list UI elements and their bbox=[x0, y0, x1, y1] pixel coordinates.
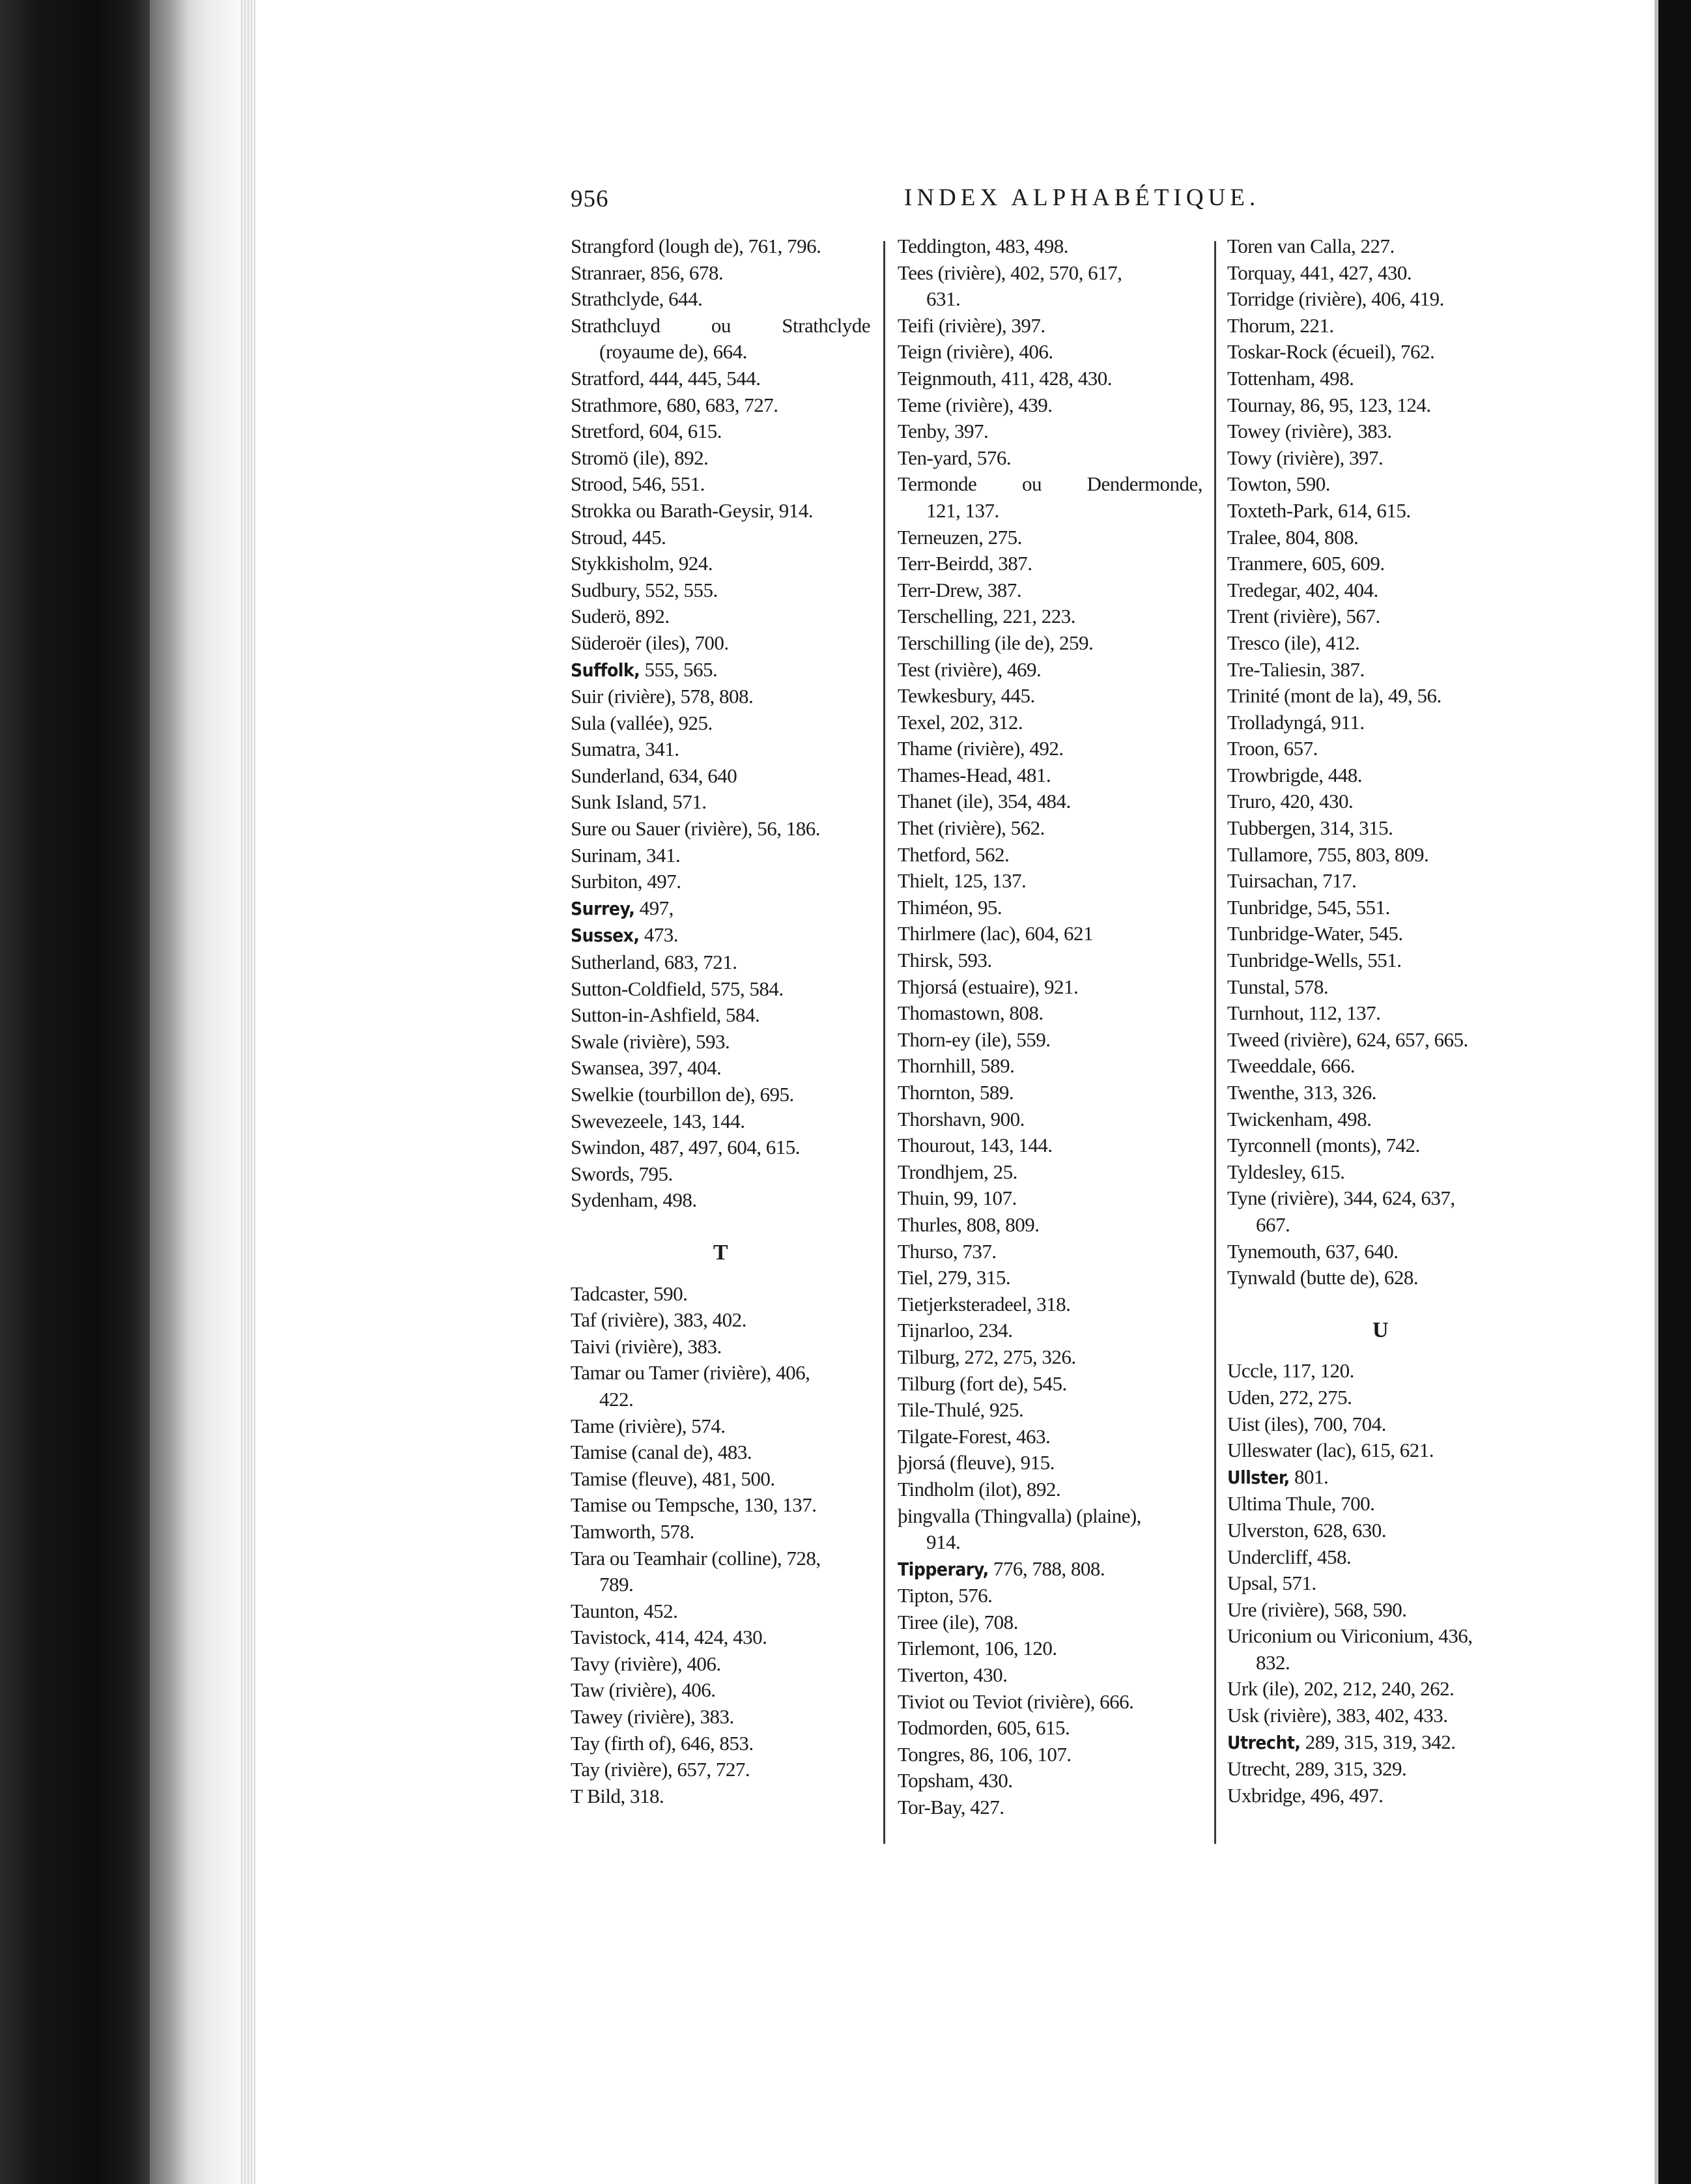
index-entry: Trondhjem, 25. bbox=[898, 1160, 1017, 1183]
index-entry: Towey (rivière), 383. bbox=[1227, 420, 1392, 443]
index-entry-word: Dendermonde, bbox=[1087, 472, 1202, 496]
index-entry: Texel, 202, 312. bbox=[898, 710, 1023, 734]
index-entry: Tunbridge, 545, 551. bbox=[1227, 895, 1390, 919]
index-entry: Thomastown, 808. bbox=[898, 1001, 1044, 1025]
index-entry: Uccle, 117, 120. bbox=[1227, 1359, 1354, 1383]
index-entry-pages: 497, bbox=[634, 896, 674, 919]
index-entry: Thames-Head, 481. bbox=[898, 763, 1051, 786]
index-entry: Sunderland, 634, 640 bbox=[571, 764, 737, 787]
index-entry: Uriconium ou Viriconium, 436, bbox=[1227, 1624, 1473, 1648]
index-entry: Tweeddale, 666. bbox=[1227, 1054, 1356, 1078]
index-entry-bold-term: Sussex, bbox=[571, 925, 640, 947]
index-entry: Thorn-ey (ile), 559. bbox=[898, 1027, 1051, 1051]
index-entry: Thjorsá (estuaire), 921. bbox=[898, 975, 1079, 998]
index-entry: Tunbridge-Water, 545. bbox=[1227, 922, 1403, 945]
index-entry: Swindon, 487, 497, 604, 615. bbox=[571, 1136, 800, 1159]
index-entry: Taunton, 452. bbox=[571, 1599, 678, 1622]
index-entry: Thorum, 221. bbox=[1227, 313, 1334, 337]
index-entry bbox=[898, 471, 1202, 498]
index-entry: Tavistock, 414, 424, 430. bbox=[571, 1626, 767, 1649]
index-entry: Topsham, 430. bbox=[898, 1769, 1013, 1792]
index-entry-pages: 801. bbox=[1289, 1465, 1329, 1488]
index-entry: Sula (vallée), 925. bbox=[571, 711, 713, 734]
index-entry: Utrecht, 289, 315, 329. bbox=[1227, 1757, 1407, 1781]
index-entry: Stratford, 444, 445, 544. bbox=[571, 366, 761, 390]
index-entry: Stroud, 445. bbox=[571, 525, 666, 549]
index-entry: Thame (rivière), 492. bbox=[898, 737, 1064, 760]
index-entry: Sutton-in-Ashfield, 584. bbox=[571, 1003, 760, 1027]
page-number: 956 bbox=[571, 186, 609, 212]
index-entry: Tile-Thulé, 925. bbox=[898, 1398, 1024, 1422]
index-entry: Towy (rivière), 397. bbox=[1227, 446, 1384, 469]
index-entry: Sydenham, 498. bbox=[571, 1188, 697, 1212]
index-entry: Strangford (lough de), 761, 796. bbox=[571, 235, 821, 257]
index-entry: Thirlmere (lac), 604, 621 bbox=[898, 922, 1093, 945]
index-entry: Tiel, 279, 315. bbox=[898, 1266, 1011, 1289]
index-entry: Taivi (rivière), 383. bbox=[571, 1334, 722, 1358]
index-entry-continuation: 422. bbox=[599, 1387, 634, 1411]
index-entry: Ulverston, 628, 630. bbox=[1227, 1518, 1387, 1542]
index-entry: Tralee, 804, 808. bbox=[1227, 525, 1359, 549]
index-entry: Swelkie (tourbillon de), 695. bbox=[571, 1083, 794, 1106]
index-entry: Tuirsachan, 717. bbox=[1227, 869, 1357, 893]
index-entry: Taw (rivière), 406. bbox=[571, 1678, 716, 1702]
index-entry: Toxteth-Park, 614, 615. bbox=[1227, 498, 1411, 522]
index-entry: Tunstal, 578. bbox=[1227, 975, 1329, 998]
index-entry-bold-term: Suffolk, bbox=[571, 659, 640, 681]
index-entry: Tamise ou Tempsche, 130, 137. bbox=[571, 1493, 817, 1517]
index-entry-continuation: 121, 137. bbox=[926, 498, 999, 522]
page-stack-edges bbox=[241, 0, 255, 2184]
index-entry: Suderö, 892. bbox=[571, 605, 670, 628]
index-entry: Truro, 420, 430. bbox=[1227, 790, 1354, 813]
index-entry: Tay (rivière), 657, 727. bbox=[571, 1758, 750, 1781]
index-entry: Thielt, 125, 137. bbox=[898, 869, 1027, 893]
index-entry: Toren van Calla, 227. bbox=[1227, 235, 1395, 257]
index-entry: Uden, 272, 275. bbox=[1227, 1385, 1352, 1409]
index-entry: Swansea, 397, 404. bbox=[571, 1056, 722, 1080]
index-entry: Strathmore, 680, 683, 727. bbox=[571, 393, 778, 416]
index-entry: Strathclyde, 644. bbox=[571, 287, 703, 311]
index-entry: Tara ou Teamhair (colline), 728, bbox=[571, 1546, 821, 1570]
index-entry: Tadcaster, 590. bbox=[571, 1282, 688, 1305]
index-entry: Sudbury, 552, 555. bbox=[571, 578, 718, 601]
index-entry: T Bild, 318. bbox=[571, 1784, 664, 1807]
index-entry: Usk (rivière), 383, 402, 433. bbox=[1227, 1704, 1448, 1727]
index-entry: Tilburg (fort de), 545. bbox=[898, 1372, 1067, 1395]
index-entry: Tullamore, 755, 803, 809. bbox=[1227, 842, 1429, 866]
index-entry: Thet (rivière), 562. bbox=[898, 816, 1045, 840]
index-entry: Strokka ou Barath-Geysir, 914. bbox=[571, 498, 814, 522]
index-entry: Terschelling, 221, 223. bbox=[898, 605, 1076, 628]
index-entry: Stromö (ile), 892. bbox=[571, 446, 709, 469]
index-entry: Terschilling (ile de), 259. bbox=[898, 631, 1094, 654]
index-entry: Teme (rivière), 439. bbox=[898, 393, 1053, 416]
index-entry: Thirsk, 593. bbox=[898, 949, 992, 972]
index-entry: Sutherland, 683, 721. bbox=[571, 951, 737, 974]
section-letter: T bbox=[713, 1240, 728, 1265]
index-entry: Tenby, 397. bbox=[898, 420, 989, 443]
index-entry: Upsal, 571. bbox=[1227, 1572, 1316, 1595]
index-entry: Twickenham, 498. bbox=[1227, 1107, 1372, 1130]
index-entry: Suir (rivière), 578, 808. bbox=[571, 685, 754, 708]
index-entry-continuation: 914. bbox=[926, 1530, 961, 1554]
index-entry: Thornton, 589. bbox=[898, 1081, 1014, 1104]
index-entry: Stretford, 604, 615. bbox=[571, 420, 722, 443]
section-letter: U bbox=[1372, 1317, 1389, 1342]
index-entry bbox=[1227, 1729, 1533, 1757]
running-head: INDEX ALPHABÉTIQUE. bbox=[904, 184, 1260, 211]
index-entry: Strood, 546, 551. bbox=[571, 472, 705, 496]
index-entry: Sunk Island, 571. bbox=[571, 790, 707, 814]
index-column-3 bbox=[1227, 233, 1533, 1809]
index-entry: Sutton-Coldfield, 575, 584. bbox=[571, 977, 784, 1000]
index-entry: Teifi (rivière), 397. bbox=[898, 313, 1045, 337]
index-entry: Terneuzen, 275. bbox=[898, 525, 1022, 549]
index-entry: Thurles, 808, 809. bbox=[898, 1213, 1040, 1236]
index-entry bbox=[571, 922, 870, 949]
index-entry: Terr-Beirdd, 387. bbox=[898, 552, 1032, 575]
index-entry-pages: 555, 565. bbox=[640, 657, 718, 681]
index-entry-pages: 473. bbox=[639, 923, 678, 947]
index-entry: Tyldesley, 615. bbox=[1227, 1160, 1345, 1183]
index-entry-word: Termonde bbox=[898, 472, 977, 496]
index-entry: Thanet (ile), 354, 484. bbox=[898, 790, 1071, 813]
index-entry: Thorshavn, 900. bbox=[898, 1107, 1025, 1130]
index-entry: Ure (rivière), 568, 590. bbox=[1227, 1598, 1407, 1621]
index-entry: Terr-Drew, 387. bbox=[898, 578, 1021, 601]
index-entry: Ten-yard, 576. bbox=[898, 446, 1012, 469]
index-entry: Tewkesbury, 445. bbox=[898, 684, 1035, 708]
index-entry: Tiree (ile), 708. bbox=[898, 1610, 1018, 1633]
index-entry: Sumatra, 341. bbox=[571, 738, 679, 761]
index-entry: Tawey (rivière), 383. bbox=[571, 1705, 734, 1729]
index-entry-pages: 776, 788, 808. bbox=[988, 1557, 1105, 1580]
index-entry: Tavy (rivière), 406. bbox=[571, 1652, 721, 1675]
index-entry bbox=[1227, 1464, 1533, 1491]
index-entry: Toskar-Rock (écueil), 762. bbox=[1227, 340, 1435, 364]
index-column-1 bbox=[571, 233, 870, 1809]
index-entry: Tournay, 86, 95, 123, 124. bbox=[1227, 393, 1431, 416]
index-entry: Thuin, 99, 107. bbox=[898, 1186, 1017, 1210]
index-entry: Sure ou Sauer (rivière), 56, 186. bbox=[571, 817, 820, 841]
index-entry: Uxbridge, 496, 497. bbox=[1227, 1783, 1384, 1807]
index-entry: Tietjerksteradeel, 318. bbox=[898, 1292, 1071, 1315]
index-column-2 bbox=[898, 233, 1202, 1821]
index-entry: Tamar ou Tamer (rivière), 406, bbox=[571, 1361, 810, 1385]
index-entry: Tranmere, 605, 609. bbox=[1227, 552, 1385, 575]
index-entry: Thurso, 737. bbox=[898, 1239, 997, 1263]
index-entry: Trowbrigde, 448. bbox=[1227, 763, 1363, 786]
index-entry: Tynwald (butte de), 628. bbox=[1227, 1266, 1419, 1289]
index-entry-bold-term: Surrey, bbox=[571, 897, 635, 919]
index-entry: Thornhill, 589. bbox=[898, 1054, 1015, 1078]
index-entry: Tirlemont, 106, 120. bbox=[898, 1637, 1057, 1660]
index-entry: Swale (rivière), 593. bbox=[571, 1029, 730, 1053]
index-entry: Tor-Bay, 427. bbox=[898, 1796, 1004, 1819]
column-rule-left bbox=[883, 241, 885, 1844]
index-entry: Undercliff, 458. bbox=[1227, 1545, 1352, 1568]
index-entry-word: ou bbox=[711, 313, 731, 337]
index-entry: Tilburg, 272, 275, 326. bbox=[898, 1345, 1076, 1368]
index-entry: Trinité (mont de la), 49, 56. bbox=[1227, 684, 1442, 708]
index-entry: Ulleswater (lac), 615, 621. bbox=[1227, 1439, 1434, 1462]
index-entry-continuation: (royaume de), 664. bbox=[599, 340, 747, 364]
index-entry: Tiverton, 430. bbox=[898, 1663, 1008, 1687]
scan-binding-shadow bbox=[150, 0, 254, 2184]
index-entry: Tees (rivière), 402, 570, 617, bbox=[898, 261, 1122, 284]
index-entry: Tottenham, 498. bbox=[1227, 366, 1354, 390]
index-entry: Twenthe, 313, 326. bbox=[1227, 1081, 1377, 1104]
index-entry: Thetford, 562. bbox=[898, 842, 1010, 866]
column-rule-right bbox=[1214, 241, 1216, 1844]
index-entry: Uist (iles), 700, 704. bbox=[1227, 1412, 1386, 1435]
index-entry: þjorsá (fleuve), 915. bbox=[898, 1451, 1055, 1474]
index-entry: Tyrconnell (monts), 742. bbox=[1227, 1134, 1420, 1157]
index-entry: Tamise (fleuve), 481, 500. bbox=[571, 1467, 775, 1490]
index-entry-continuation: 789. bbox=[599, 1573, 634, 1596]
scan-edge-right bbox=[1658, 0, 1691, 2184]
index-entry-continuation: 667. bbox=[1256, 1213, 1290, 1236]
index-entry: Tijnarloo, 234. bbox=[898, 1319, 1013, 1342]
index-entry: Tyne (rivière), 344, 624, 637, bbox=[1227, 1186, 1455, 1210]
index-entry: Tilgate-Forest, 463. bbox=[898, 1424, 1051, 1448]
index-entry: Surbiton, 497. bbox=[571, 870, 681, 893]
index-entry: Torquay, 441, 427, 430. bbox=[1227, 261, 1412, 284]
index-entry-word: Strathcluyd bbox=[571, 313, 661, 337]
index-entry: Torridge (rivière), 406, 419. bbox=[1227, 287, 1444, 311]
index-entry: Tame (rivière), 574. bbox=[571, 1414, 726, 1437]
index-entry: Surinam, 341. bbox=[571, 843, 681, 867]
index-entry: Tynemouth, 637, 640. bbox=[1227, 1239, 1399, 1263]
index-entry-word: Strathclyde bbox=[782, 313, 870, 337]
index-entry: Tweed (rivière), 624, 657, 665. bbox=[1227, 1027, 1468, 1051]
index-entry: Ultima Thule, 700. bbox=[1227, 1492, 1375, 1516]
index-entry: Taf (rivière), 383, 402. bbox=[571, 1308, 746, 1332]
index-entry: Swords, 795. bbox=[571, 1162, 673, 1185]
index-entry: Towton, 590. bbox=[1227, 472, 1331, 496]
index-entry: Swevezeele, 143, 144. bbox=[571, 1109, 745, 1132]
index-entry: Tredegar, 402, 404. bbox=[1227, 578, 1378, 601]
scan-edge-left bbox=[0, 0, 150, 2184]
index-entry: Tipton, 576. bbox=[898, 1584, 993, 1607]
index-entry-continuation: 832. bbox=[1256, 1650, 1290, 1674]
index-entry: Tay (firth of), 646, 853. bbox=[571, 1731, 754, 1755]
index-entry: Stykkisholm, 924. bbox=[571, 552, 713, 575]
index-entry: Trolladyngá, 911. bbox=[1227, 710, 1365, 734]
index-entry: Tiviot ou Teviot (rivière), 666. bbox=[898, 1689, 1134, 1713]
index-entry-word: ou bbox=[1021, 472, 1042, 496]
index-entry: Thourout, 143, 144. bbox=[898, 1134, 1053, 1157]
index-entry bbox=[571, 657, 870, 684]
index-entry: Süderoër (iles), 700. bbox=[571, 631, 729, 654]
index-entry-bold-term: Utrecht, bbox=[1227, 1731, 1301, 1753]
index-entry: Tamise (canal de), 483. bbox=[571, 1441, 752, 1464]
index-entry bbox=[571, 895, 870, 923]
index-entry-pages: 289, 315, 319, 342. bbox=[1300, 1730, 1456, 1753]
index-entry-bold-term: Tipperary, bbox=[898, 1558, 989, 1580]
index-entry: Todmorden, 605, 615. bbox=[898, 1716, 1070, 1740]
index-entry: Tamworth, 578. bbox=[571, 1519, 694, 1543]
index-entry: Thiméon, 95. bbox=[898, 895, 1002, 919]
index-entry: Troon, 657. bbox=[1227, 737, 1318, 760]
index-entry: Tre-Taliesin, 387. bbox=[1227, 657, 1365, 681]
index-entry bbox=[898, 1556, 1202, 1583]
index-entry: Tongres, 86, 106, 107. bbox=[898, 1742, 1072, 1766]
index-entry: Trent (rivière), 567. bbox=[1227, 605, 1380, 628]
index-entry: Tubbergen, 314, 315. bbox=[1227, 816, 1393, 840]
index-entry: Turnhout, 112, 137. bbox=[1227, 1001, 1381, 1025]
index-entry: þingvalla (Thingvalla) (plaine), bbox=[898, 1504, 1141, 1527]
index-entry: Teignmouth, 411, 428, 430. bbox=[898, 366, 1112, 390]
index-entry: Teddington, 483, 498. bbox=[898, 235, 1069, 257]
index-entry-continuation: 631. bbox=[926, 287, 961, 311]
index-entry: Test (rivière), 469. bbox=[898, 657, 1042, 681]
index-entry: Stranraer, 856, 678. bbox=[571, 261, 724, 284]
index-entry bbox=[571, 313, 870, 339]
index-entry: Tindholm (ilot), 892. bbox=[898, 1477, 1061, 1501]
index-entry: Urk (ile), 202, 212, 240, 262. bbox=[1227, 1677, 1455, 1701]
index-entry: Tresco (ile), 412. bbox=[1227, 631, 1360, 654]
index-entry: Teign (rivière), 406. bbox=[898, 340, 1053, 364]
index-entry-bold-term: Ullster, bbox=[1227, 1466, 1290, 1488]
index-entry: Tunbridge-Wells, 551. bbox=[1227, 949, 1402, 972]
